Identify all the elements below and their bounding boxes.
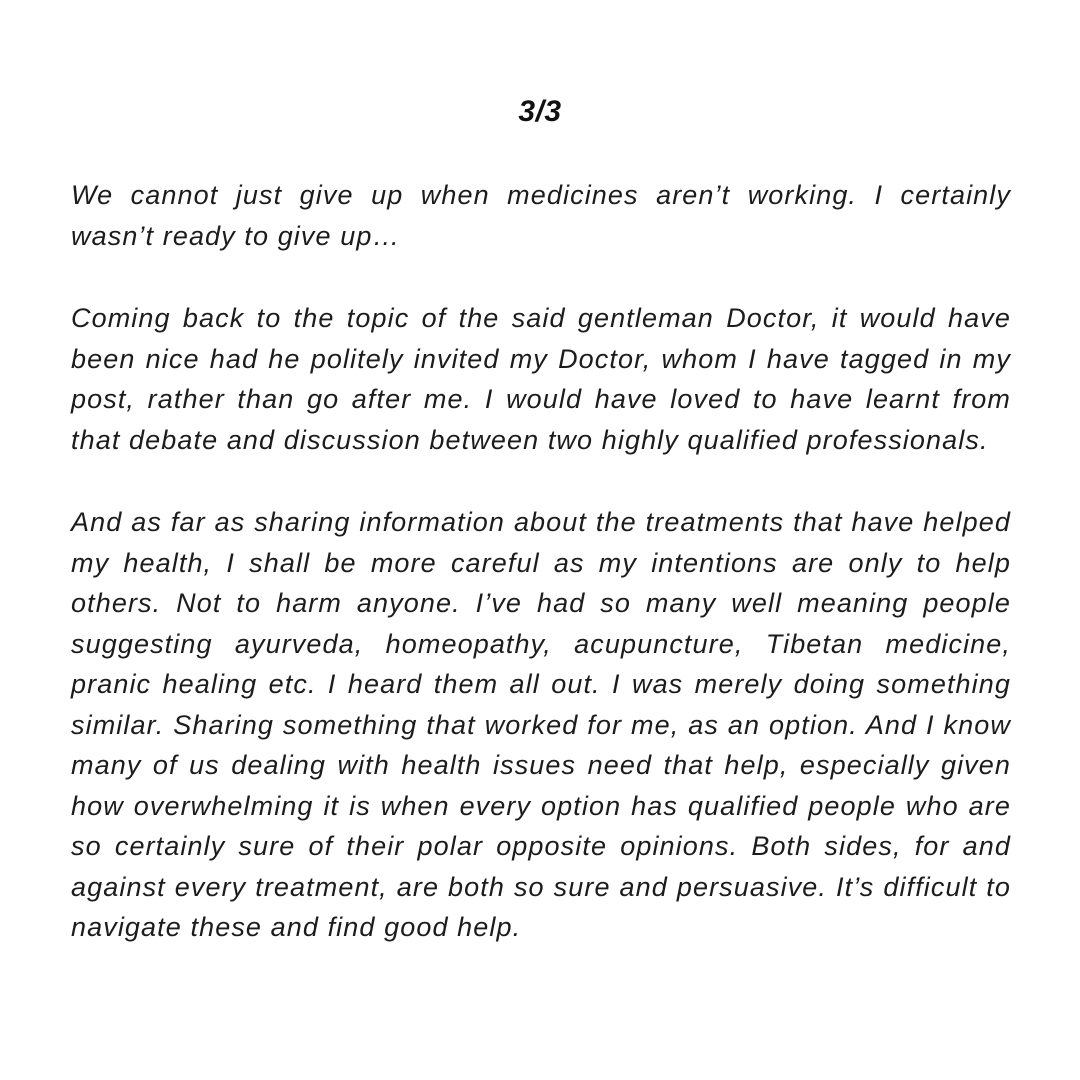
paragraph-3: And as far as sharing information about the treatments that have helped my health, I shall be more careful as my intentions are only to help others. Not to harm anyone. I’ve had so many well meaning people suggesting ayurveda, homeopathy, acupuncture, Tibetan medicine, pranic healing etc. I heard them all out. I was merely doing something similar. Sharing something that worked for me, as an option. And I know many of us dealing with health issues need that help, especially given how overwhelming it is when every option has qualified people who are so certainly sure of their polar opposite opinions. Both sides, for and against every treatment, are both so sure and persuasive. It’s difficult to navigate these and find good help. [71, 507, 1011, 942]
paragraph-1: We cannot just give up when medicines aren’t working. I certainly wasn’t ready to give up… [71, 180, 1011, 251]
paragraph-2: Coming back to the topic of the said gentleman Doctor, it would have been nice had he politely invited my Doctor, whom I have tagged in my post, rather than go after me. I would have loved to have learnt from that debate and discussion between two highly qualified professionals. [71, 303, 1011, 455]
body-text [71, 175, 1011, 990]
page-number: 3/3 [518, 95, 562, 128]
